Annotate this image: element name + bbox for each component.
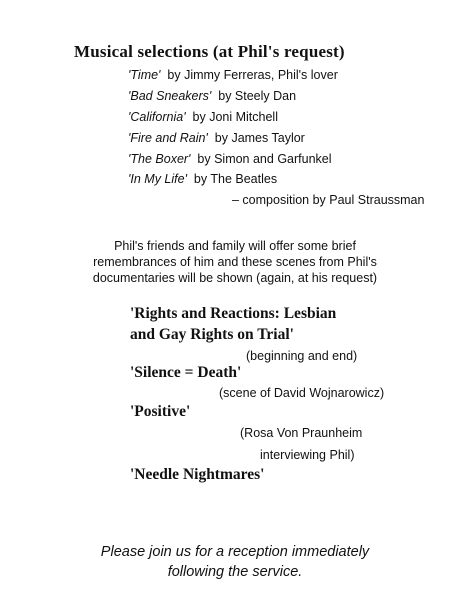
remembrance-paragraph: [0, 238, 470, 286]
song-artist: by Simon and Garfunkel: [197, 152, 332, 166]
song-title: 'Fire and Rain': [128, 131, 208, 145]
selection-item: [128, 152, 332, 166]
film-note: interviewing Phil): [260, 448, 355, 462]
song-title: 'California': [128, 110, 186, 124]
reception-invitation: [0, 542, 470, 582]
song-artist: by James Taylor: [214, 131, 305, 145]
song-title: 'Time': [128, 68, 161, 82]
paragraph-line: documentaries will be shown (again, at his request): [92, 271, 378, 285]
film-title: 'Silence = Death': [130, 364, 242, 381]
selection-item: [128, 68, 338, 82]
selection-item: [128, 172, 277, 186]
song-artist: by The Beatles: [193, 172, 278, 186]
song-artist: by Steely Dan: [218, 89, 297, 103]
film-title: 'Rights and Reactions: Lesbian: [130, 305, 337, 322]
film-note: (scene of David Wojnarowicz): [219, 386, 385, 400]
song-artist: by Jimmy Ferreras, Phil's lover: [167, 68, 338, 82]
film-note: (beginning and end): [246, 349, 358, 363]
song-title: 'The Boxer': [128, 152, 191, 166]
section-heading: Musical selections (at Phil's request): [74, 42, 345, 61]
song-title: 'In My Life': [128, 172, 187, 186]
film-title: 'Needle Nightmares': [130, 466, 265, 483]
footer-line: Please join us for a reception immediately: [100, 544, 370, 560]
song-title: 'Bad Sneakers': [128, 89, 212, 103]
selection-item: [128, 131, 305, 145]
paragraph-line: Phil's friends and family will offer some brief: [114, 239, 356, 253]
footer-line: following the service.: [167, 564, 303, 580]
film-title: 'Positive': [130, 403, 191, 420]
film-note: (Rosa Von Praunheim: [240, 426, 363, 440]
selection-item: [128, 110, 278, 124]
composition-credit: – composition by Paul Straussman: [232, 193, 425, 207]
paragraph-line: remembrances of him and these scenes from Phil's: [93, 255, 377, 269]
film-title: and Gay Rights on Trial': [130, 326, 294, 343]
selection-item: [128, 89, 296, 103]
song-artist: by Joni Mitchell: [192, 110, 278, 124]
